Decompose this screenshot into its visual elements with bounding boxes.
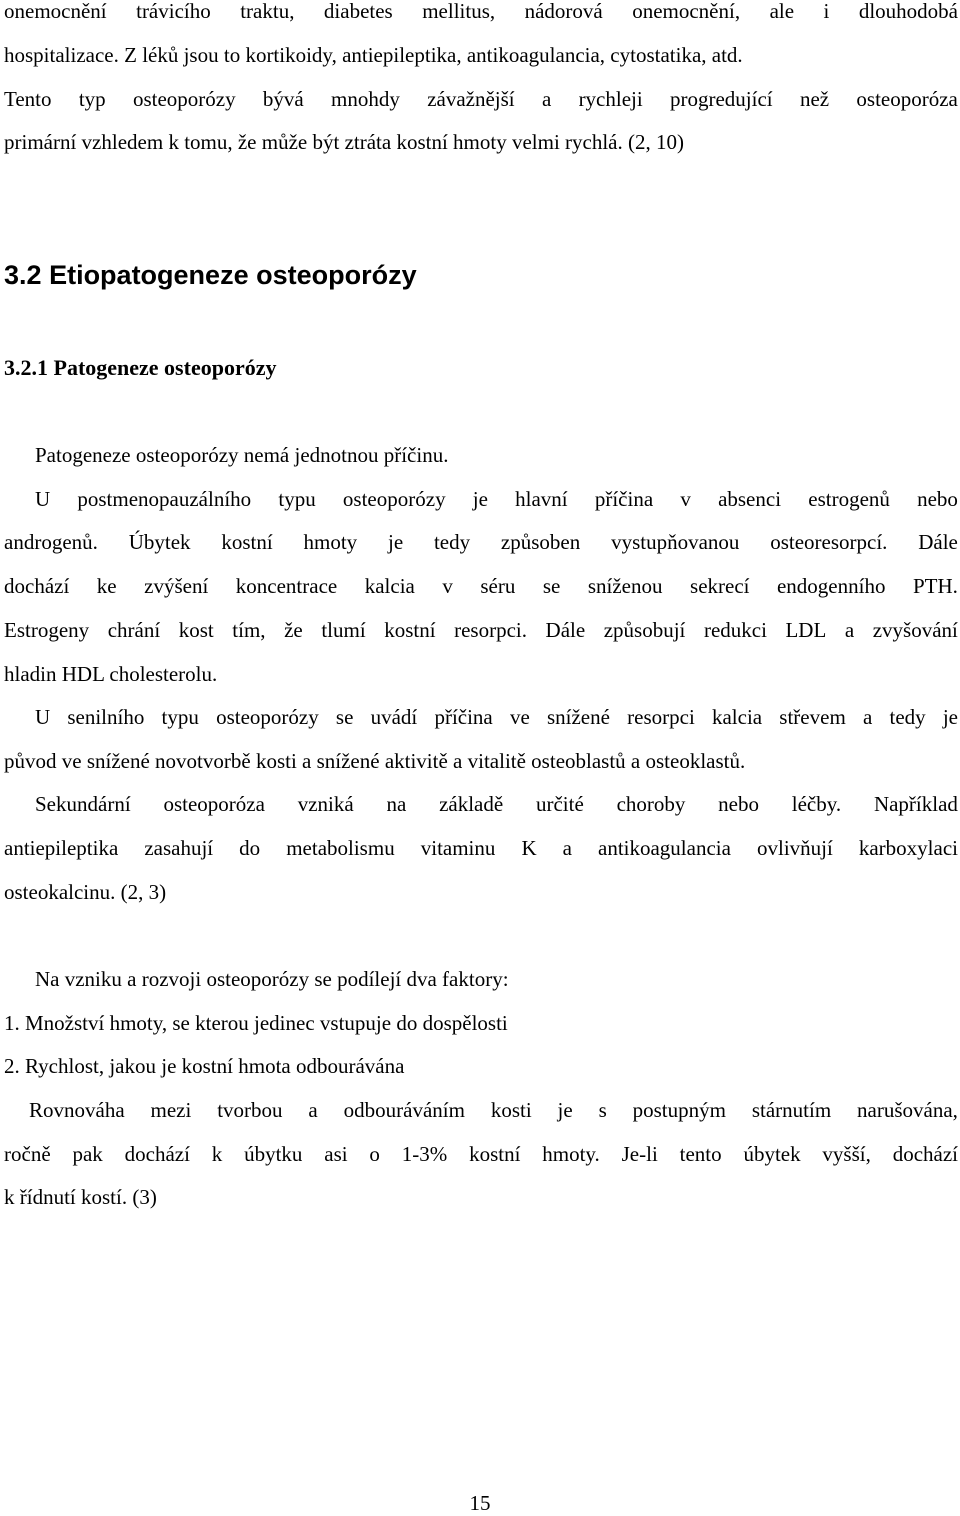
word: Estrogeny xyxy=(4,618,90,642)
word: nebo xyxy=(917,487,958,511)
word: Je-li xyxy=(621,1142,658,1166)
word: PTH. xyxy=(912,574,958,598)
word: na xyxy=(386,792,407,816)
word: osteoporózy xyxy=(132,87,236,111)
word: senilního xyxy=(67,705,145,729)
word: vyšší, xyxy=(822,1142,871,1166)
word: sekrecí xyxy=(690,574,750,598)
word: mezi xyxy=(150,1098,192,1122)
word: kostní xyxy=(221,530,273,554)
word: Sekundární xyxy=(35,792,131,816)
subsection-title: Patogeneze osteoporózy xyxy=(53,355,277,380)
word: se xyxy=(542,574,561,598)
word: onemocnění, xyxy=(632,0,741,23)
word: mellitus, xyxy=(422,0,496,23)
section-number: 3.2 xyxy=(4,260,42,290)
word: vitaminu xyxy=(420,836,496,860)
page-number: 15 xyxy=(469,1491,491,1515)
word: trávicího xyxy=(136,0,211,23)
word: osteoporóza xyxy=(163,792,265,816)
word: kalcia xyxy=(711,705,763,729)
word: U xyxy=(35,705,51,729)
word: a xyxy=(844,618,855,642)
word: diabetes xyxy=(323,0,393,23)
word: uvádí xyxy=(370,705,418,729)
word: je xyxy=(472,487,488,511)
word: 1-3% xyxy=(401,1142,448,1166)
word: a xyxy=(562,836,572,860)
word: nebo xyxy=(718,792,759,816)
word: ve xyxy=(509,705,530,729)
paragraph-line: původ ve snížené novotvorbě kosti a snížené aktivitě a vitalitě osteoblastů a osteoklastů. xyxy=(4,749,746,773)
word: kosti xyxy=(490,1098,532,1122)
paragraph-line: Patogeneze osteoporózy nemá jednotnou příčinu. xyxy=(35,443,449,467)
word: ke xyxy=(96,574,117,598)
word: bývá xyxy=(262,87,304,111)
word: estrogenů xyxy=(808,487,890,511)
word: progredující xyxy=(670,87,773,111)
word: je xyxy=(942,705,958,729)
paragraph-line: k řídnutí kostí. (3) xyxy=(4,1185,157,1209)
word: Dále xyxy=(918,530,958,554)
word: k xyxy=(211,1142,223,1166)
word: tlumí xyxy=(321,618,366,642)
word: androgenů. xyxy=(4,530,98,554)
factors-intro: Na vzniku a rozvoji osteoporózy se podílejí dva faktory: xyxy=(35,967,509,991)
paragraph-line xyxy=(4,529,958,555)
word: tím, xyxy=(232,618,266,642)
word: a xyxy=(308,1098,318,1122)
word: dochází xyxy=(892,1142,958,1166)
section-heading xyxy=(4,259,417,291)
word: se xyxy=(335,705,354,729)
word: antiepileptika xyxy=(4,836,119,860)
word: séru xyxy=(480,574,516,598)
word: ale xyxy=(769,0,795,23)
word: mnohdy xyxy=(331,87,400,111)
paragraph-line xyxy=(35,791,958,817)
word: Rovnováha xyxy=(29,1098,125,1122)
list-item: 1. Množství hmoty, se kterou jedinec vstupuje do dospělosti xyxy=(4,1011,508,1035)
word: zasahují xyxy=(144,836,214,860)
word: resorpci xyxy=(627,705,695,729)
paragraph-line xyxy=(29,1097,958,1123)
word: kalcia xyxy=(364,574,415,598)
word: způsoben xyxy=(500,530,581,554)
word: LDL xyxy=(785,618,827,642)
paragraph-line xyxy=(4,1141,958,1167)
intro-line: primární vzhledem k tomu, že může být ztráta kostní hmoty velmi rychlá. (2, 10) xyxy=(4,130,684,154)
word: a xyxy=(862,705,873,729)
word: tedy xyxy=(889,705,926,729)
word: hmoty. xyxy=(542,1142,600,1166)
word: onemocnění xyxy=(4,0,107,23)
word: Dále xyxy=(545,618,586,642)
word: střevem xyxy=(779,705,846,729)
word: tento xyxy=(679,1142,722,1166)
word: nádorová xyxy=(524,0,603,23)
word: karboxylaci xyxy=(858,836,958,860)
word: postupným xyxy=(632,1098,726,1122)
word: dochází xyxy=(4,574,70,598)
word: traktu, xyxy=(240,0,295,23)
word: antikoagulancia xyxy=(598,836,731,860)
word: sníženou xyxy=(587,574,663,598)
word: příčina xyxy=(594,487,654,511)
word: je xyxy=(387,530,404,554)
intro-line: hospitalizace. Z léků jsou to kortikoidy, antiepileptika, antikoagulancia, cytostatika, atd. xyxy=(4,43,743,67)
word: osteoporóza xyxy=(856,87,958,111)
word: Úbytek xyxy=(128,530,191,554)
word: koncentrace xyxy=(235,574,338,598)
word: úbytku xyxy=(244,1142,303,1166)
word: kostní xyxy=(384,618,436,642)
word: Tento xyxy=(4,87,52,111)
word: úbytek xyxy=(743,1142,801,1166)
word: osteoporózy xyxy=(342,487,446,511)
word: a xyxy=(541,87,552,111)
subsection-heading xyxy=(4,354,276,382)
section-title: Etiopatogeneze osteoporózy xyxy=(49,260,417,290)
word: absenci xyxy=(718,487,782,511)
word: typ xyxy=(78,87,106,111)
word: narušována, xyxy=(857,1098,958,1122)
word: způsobují xyxy=(603,618,686,642)
paragraph-line: hladin HDL cholesterolu. xyxy=(4,662,218,686)
paragraph-line xyxy=(4,835,958,861)
intro-line xyxy=(4,86,958,112)
word: dlouhodobá xyxy=(858,0,958,23)
word: léčby. xyxy=(791,792,842,816)
word: hmoty xyxy=(303,530,358,554)
word: v xyxy=(680,487,691,511)
word: ovlivňují xyxy=(756,836,833,860)
word: osteoresorpcí. xyxy=(770,530,888,554)
word: tvorbou xyxy=(217,1098,283,1122)
paragraph-line xyxy=(4,573,958,599)
word: asi xyxy=(324,1142,348,1166)
paragraph-line: osteokalcinu. (2, 3) xyxy=(4,880,167,904)
paragraph-line xyxy=(35,704,958,730)
word: U xyxy=(35,487,51,511)
word: i xyxy=(823,0,830,23)
word: tedy xyxy=(433,530,471,554)
word: choroby xyxy=(616,792,686,816)
word: v xyxy=(442,574,453,598)
word: hlavní xyxy=(515,487,568,511)
word: stárnutím xyxy=(751,1098,832,1122)
word: závažnější xyxy=(427,87,515,111)
word: endogenního xyxy=(776,574,886,598)
word: vystupňovanou xyxy=(611,530,740,554)
intro-line xyxy=(4,0,958,24)
subsection-number: 3.2.1 xyxy=(4,355,48,380)
word: základě xyxy=(439,792,504,816)
word: ročně xyxy=(4,1142,51,1166)
word: redukci xyxy=(703,618,767,642)
word: typu xyxy=(161,705,199,729)
word: metabolismu xyxy=(286,836,395,860)
word: rychleji xyxy=(578,87,643,111)
word: pak xyxy=(72,1142,103,1166)
word: vzniká xyxy=(297,792,354,816)
word: zvyšování xyxy=(872,618,958,642)
word: typu xyxy=(278,487,316,511)
word: osteoporózy xyxy=(216,705,319,729)
list-item: 2. Rychlost, jakou je kostní hmota odbourávána xyxy=(4,1054,405,1078)
paragraph-line xyxy=(35,486,958,512)
word: určité xyxy=(535,792,584,816)
word: než xyxy=(799,87,830,111)
word: kost xyxy=(178,618,214,642)
word: je xyxy=(557,1098,573,1122)
paragraph-line xyxy=(4,617,958,643)
word: snížené xyxy=(546,705,610,729)
word: resorpci. xyxy=(454,618,527,642)
word: odbouráváním xyxy=(343,1098,465,1122)
word: příčina xyxy=(434,705,493,729)
word: do xyxy=(239,836,261,860)
word: Například xyxy=(873,792,958,816)
word: o xyxy=(369,1142,380,1166)
word: postmenopauzálního xyxy=(77,487,252,511)
word: s xyxy=(598,1098,607,1122)
word: K xyxy=(521,836,537,860)
word: kostní xyxy=(469,1142,521,1166)
word: že xyxy=(284,618,303,642)
word: zvýšení xyxy=(144,574,209,598)
word: chrání xyxy=(107,618,161,642)
word: dochází xyxy=(124,1142,190,1166)
